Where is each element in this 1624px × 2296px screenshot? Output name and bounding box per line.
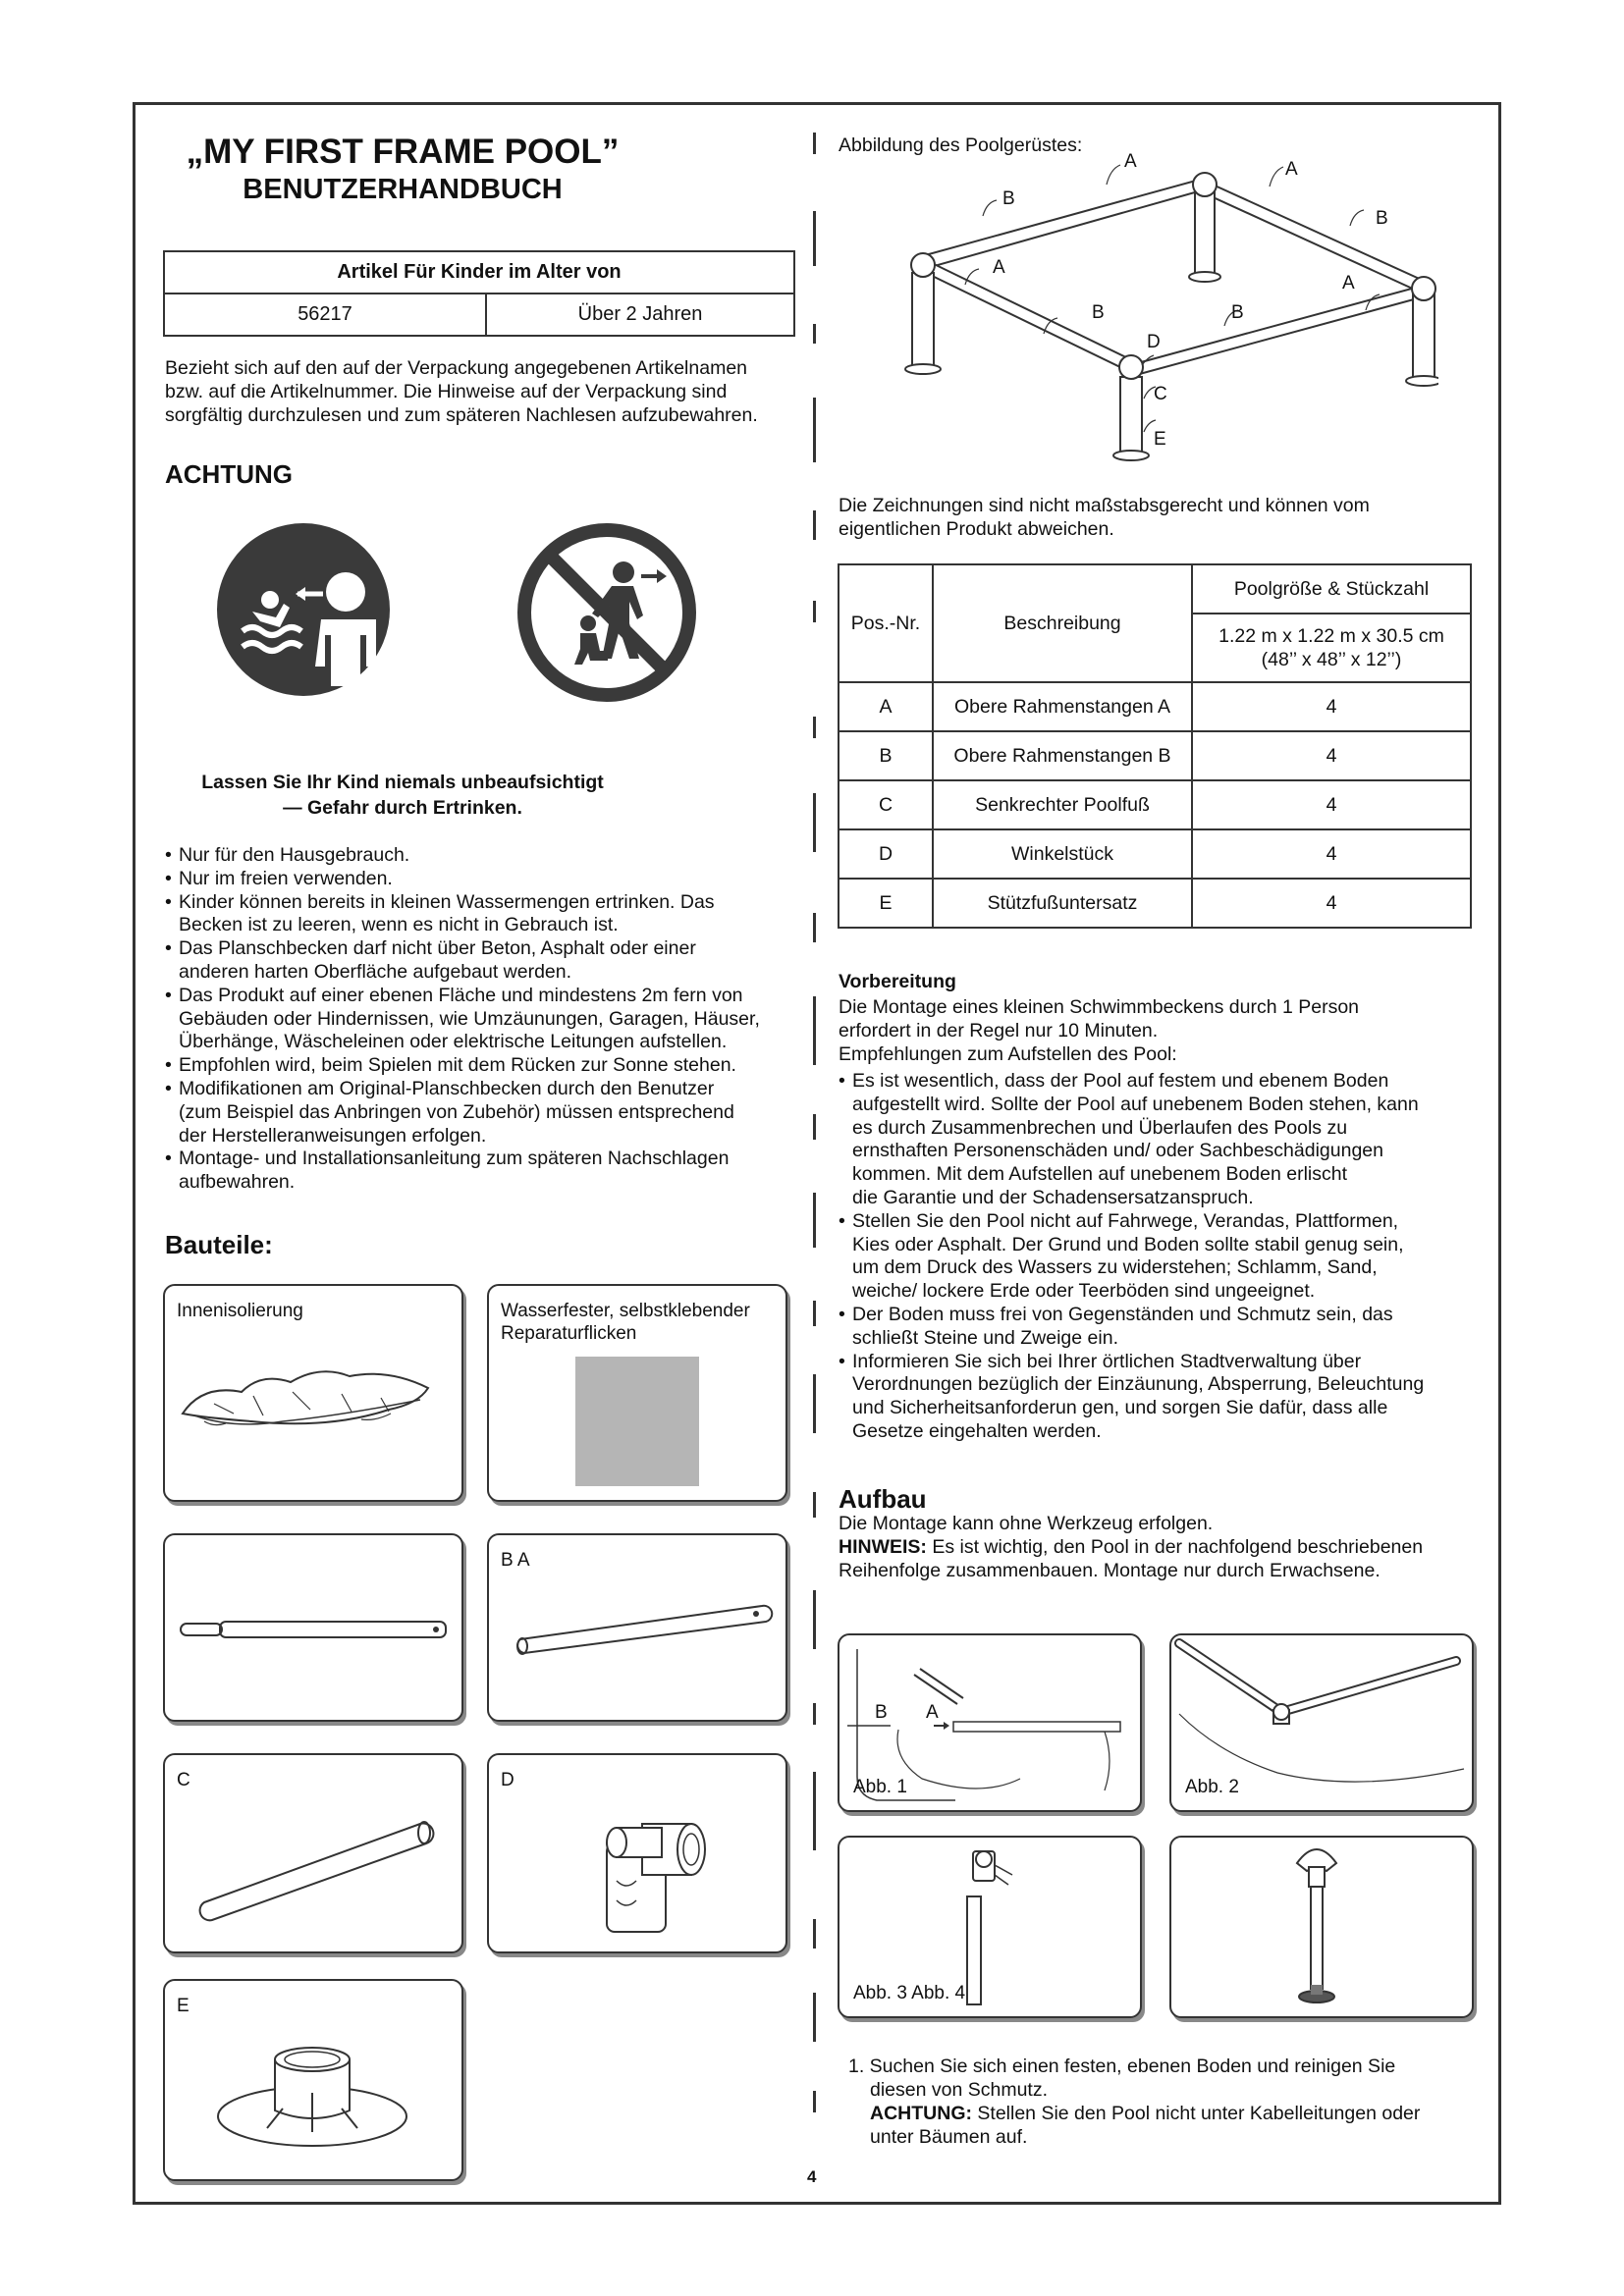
warning-caption-line: — Gefahr durch Ertrinken. — [283, 797, 522, 819]
figure-abb1 — [838, 1633, 1142, 1812]
rail-b-illustration — [513, 1596, 778, 1655]
no-leaving-child-sign — [515, 521, 698, 704]
column-divider — [813, 2091, 816, 2112]
warning-caption — [162, 770, 643, 821]
age-table-header: Artikel Für Kinder im Alter von — [164, 251, 794, 294]
disclaimer-line: eigentlichen Produkt abweichen. — [839, 518, 1114, 540]
column-divider — [813, 510, 816, 540]
safety-list — [165, 844, 803, 1195]
frame-label: C — [1154, 384, 1167, 404]
column-divider — [813, 211, 816, 266]
frame-label: A — [1124, 151, 1137, 172]
step-1: 1. Suchen Sie sich einen festen, ebenen Boden und reinigen Sie diesen von Schmutz. ACHTUNG: Stellen Sie den Pool nicht unter Kabelleitungen oder unter Bäumen auf. — [848, 2056, 1421, 2148]
col-pos-header: Pos.-Nr. — [839, 564, 933, 682]
intro-line: bzw. auf die Artikelnummer. Die Hinweise auf der Verpackung sind — [165, 381, 728, 402]
intro-line: Bezieht sich auf den auf der Verpackung angegebenen Artikelnamen — [165, 357, 748, 379]
intro-line: sorgfältig durchzulesen und zum späteren Nachlesen aufzubewahren. — [165, 404, 758, 426]
leg-assembly-illustration — [1171, 1838, 1472, 2016]
patch-illustration — [575, 1357, 699, 1486]
column-divider — [813, 1114, 816, 1140]
column-divider — [813, 1492, 816, 1518]
figure-abb3-4 — [838, 1836, 1142, 2018]
column-divider — [813, 1193, 816, 1248]
frame-label: B — [1231, 302, 1244, 323]
preparation-list — [839, 1070, 1477, 1444]
part-liner-label: Innenisolierung — [177, 1301, 303, 1321]
abb2-caption: Abb. 2 — [1185, 1777, 1239, 1797]
abb1-caption: Abb. 1 — [853, 1777, 907, 1797]
pool-frame-illustration — [889, 147, 1438, 481]
manual-title: „MY FIRST FRAME POOL” — [186, 133, 620, 171]
column-divider — [813, 996, 816, 1065]
warning-caption-line: Lassen Sie Ihr Kind niemals unbeaufsichtigt — [201, 772, 604, 793]
parts-table — [838, 563, 1472, 929]
frame-figure-title: Abbildung des Poolgerüstes: — [839, 134, 1083, 156]
parts-heading: Bauteile: — [165, 1230, 273, 1259]
table-row: E Stützfußuntersatz 4 — [839, 879, 1471, 928]
list-item: • Das Produkt auf einer ebenen Fläche und mindestens 2m fern von Gebäuden oder Hindernissen, wie Umzäunungen, Garagen, Häuser, Überhänge, Wäscheleinen oder elektrische Leitungen aufstellen. — [165, 985, 803, 1054]
frame-label: B — [1092, 302, 1105, 323]
assembly-heading: Aufbau — [839, 1484, 927, 1514]
table-row: D Winkelstück 4 — [839, 829, 1471, 879]
part-leg-box — [163, 1753, 463, 1953]
list-item: • Empfohlen wird, beim Spielen mit dem Rücken zur Sonne stehen. — [165, 1054, 803, 1078]
frame-label: A — [1285, 159, 1298, 180]
column-divider — [813, 793, 816, 852]
list-item: • Der Boden muss frei von Gegenständen und Schmutz sein, das schließt Steine und Zweige ein. — [839, 1304, 1477, 1351]
age-value: Über 2 Jahren — [486, 294, 794, 336]
size-cell: 1.22 m x 1.22 m x 30.5 cm (48’’ x 48’’ x 12’’) — [1192, 614, 1471, 682]
part-patch-label: Wasserfester, selbstklebender Reparaturflicken — [501, 1301, 750, 1344]
column-divider — [813, 717, 816, 738]
column-divider — [813, 1919, 816, 1949]
part-leg-label: C — [177, 1770, 190, 1790]
part-corner-box — [487, 1753, 787, 1953]
part-patch-box — [487, 1284, 787, 1502]
abb1-label-a: A — [926, 1702, 939, 1723]
abb34-caption: Abb. 3 Abb. 4 — [853, 1983, 966, 2003]
column-divider — [813, 324, 816, 344]
liner-illustration — [175, 1364, 450, 1453]
column-divider — [813, 913, 816, 942]
col-desc-header: Beschreibung — [933, 564, 1192, 682]
table-row: B Obere Rahmenstangen B 4 — [839, 731, 1471, 780]
frame-label: B — [1376, 208, 1388, 229]
list-item: • Es ist wesentlich, dass der Pool auf festem und ebenem Boden aufgestellt wird. Sollte der Pool auf unebenem Boden stehen, kann es durch Zusammenbrechen und Überlaufen des Pools zu ernsthaften Personenschäden und/ oder Sachbeschädigungen kommen. Mit dem Aufstellen auf unebenem Boden erlischt die Garantie und der Schadensersatzanspruch. — [839, 1070, 1477, 1210]
part-rails-label: B A — [501, 1550, 530, 1571]
column-divider — [813, 133, 816, 154]
warning-heading: ACHTUNG — [165, 459, 293, 489]
table-row: C Senkrechter Poolfuß 4 — [839, 780, 1471, 829]
corner-illustration — [587, 1794, 725, 1942]
column-divider — [813, 1374, 816, 1433]
table-row: A Obere Rahmenstangen A 4 — [839, 682, 1471, 731]
column-divider — [813, 1772, 816, 1850]
preparation-heading: Vorbereitung — [839, 971, 956, 992]
col-size-header: Poolgröße & Stückzahl — [1192, 564, 1471, 614]
column-divider — [813, 1590, 816, 1649]
page-number: 4 — [807, 2167, 817, 2186]
foot-illustration — [214, 2040, 410, 2158]
figure-abb-leg — [1169, 1836, 1474, 2018]
list-item: • Kinder können bereits in kleinen Wassermengen ertrinken. Das Becken ist zu leeren, wenn es nicht in Gebrauch ist. — [165, 891, 803, 938]
abb1-label-b: B — [875, 1702, 888, 1723]
part-foot-box — [163, 1979, 463, 2181]
disclaimer-line: Die Zeichnungen sind nicht maßstabsgerecht und können vom — [839, 495, 1370, 516]
preparation-intro: Die Montage eines kleinen Schwimmbeckens durch 1 Person erfordert in der Regel nur 10 Minuten. Empfehlungen zum Aufstellen des Pool: — [839, 996, 1360, 1065]
disclaimer — [839, 494, 1467, 541]
list-item: • Stellen Sie den Pool nicht auf Fahrwege, Verandas, Plattformen, Kies oder Asphalt. Der Grund und Boden sollte stabil genug sein, um dem Druck des Wassers zu widerstehen; Schlamm, Sand, weiche/ lockere Erde oder Teerböden sind ungeeignet. — [839, 1210, 1477, 1304]
part-rail-ba-box — [487, 1533, 787, 1722]
intro-text — [165, 356, 803, 427]
assembly-intro: Die Montage kann ohne Werkzeug erfolgen. HINWEIS: Es ist wichtig, den Pool in der nachfolgend beschriebenen Reihenfolge zusammenbauen. Montage nur durch Erwachsene. — [839, 1513, 1424, 1581]
list-item: • Nur im freien verwenden. — [165, 868, 803, 891]
age-table — [163, 250, 795, 337]
column-divider — [813, 1993, 816, 2042]
column-divider — [813, 398, 816, 462]
leg-illustration — [194, 1804, 440, 1922]
frame-label: A — [993, 257, 1005, 278]
rail-illustration — [177, 1614, 452, 1643]
list-item: • Modifikationen am Original-Planschbecken durch den Benutzer (zum Beispiel das Anbringen von Zubehör) müssen entsprechend der Herstelleranweisungen erfolgen. — [165, 1078, 803, 1148]
list-item: • Das Planschbecken darf nicht über Beton, Asphalt oder einer anderen harten Oberfläche aufgebaut werden. — [165, 937, 803, 985]
part-corner-label: D — [501, 1770, 514, 1790]
manual-subtitle: BENUTZERHANDBUCH — [243, 174, 563, 205]
column-divider — [813, 1301, 816, 1326]
part-liner-box — [163, 1284, 463, 1502]
part-foot-label: E — [177, 1996, 189, 2016]
figure-abb2 — [1169, 1633, 1474, 1812]
part-rail-a-box — [163, 1533, 463, 1722]
column-divider — [813, 601, 816, 622]
frame-label: A — [1342, 273, 1355, 294]
frame-label: E — [1154, 429, 1166, 450]
column-divider — [813, 1703, 816, 1725]
list-item: • Informieren Sie sich bei Ihrer örtlichen Stadtverwaltung über Verordnungen bezüglich der Einzäunung, Absperrung, Beleuchtung und Sicherheitsanforderun gen, und sorgen Sie dafür, dass alle Gesetze eingehalten werden. — [839, 1351, 1477, 1444]
list-item: • Nur für den Hausgebrauch. — [165, 844, 803, 868]
frame-label: B — [1002, 188, 1015, 209]
supervise-child-sign — [215, 521, 392, 698]
article-number: 56217 — [164, 294, 486, 336]
frame-label: D — [1147, 332, 1161, 352]
list-item: • Montage- und Installationsanleitung zum späteren Nachschlagen aufbewahren. — [165, 1148, 803, 1195]
